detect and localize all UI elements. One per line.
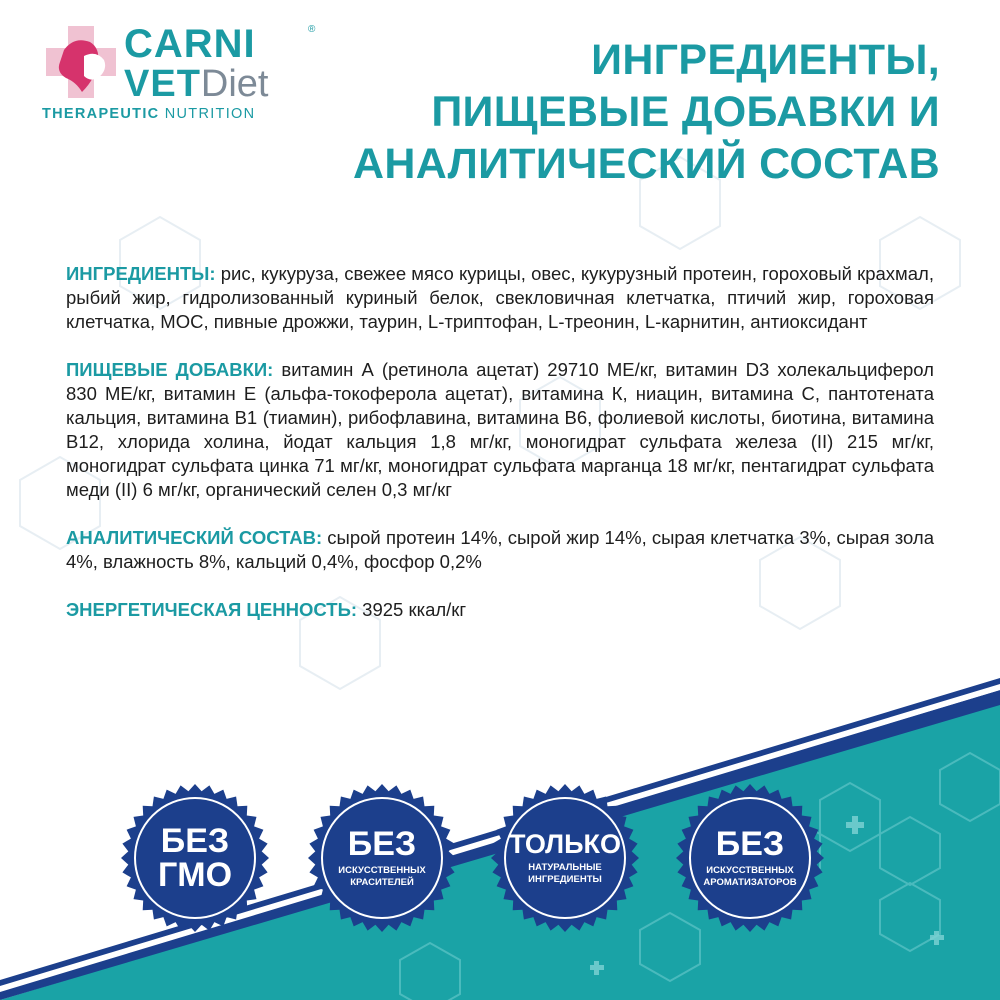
energy-section <box>66 598 934 622</box>
additives-text: витамин А (ретинола ацетат) 29710 МЕ/кг, витамин D3 холекальциферол 830 МЕ/кг, витамин Е (альфа-токоферола ацетат), витамина К, ниацин, витамина С, пантотената кальция, витамина В1 (тиамин), рибофлавина, витамина В6, фолиевой кислоты, биотина, витамина В12, хлорида холина, йодат кальция 1,8 мг/кг, моногидрат сульфата железа (II) 215 мг/кг, моногидрат сульфата цинка 71 мг/кг, моногидрат сульфата марганца 18 мг/кг, пентагидрат сульфата меди (II) 6 мг/кг, органический селен 0,3 мг/кг <box>66 359 934 500</box>
tagline-therapeutic: THERAPEUTIC <box>42 106 160 122</box>
badge-main-2: ГМО <box>157 856 233 894</box>
logo-vet: VET <box>124 63 201 105</box>
badge-sub-2: ИНГРЕДИЕНТЫ <box>528 874 602 885</box>
badge-main-1: БЕЗ <box>715 825 785 863</box>
badge-main-1: БЕЗ <box>160 822 230 860</box>
badge-main-1: БЕЗ <box>347 825 417 863</box>
composition-content <box>66 262 934 646</box>
badge-sub-1: НАТУРАЛЬНЫЕ <box>528 862 602 873</box>
ingredients-label: ИНГРЕДИЕНТЫ: <box>66 263 216 284</box>
badge-sub-2: АРОМАТИЗАТОРОВ <box>703 877 797 888</box>
badge-sub-1: ИСКУССТВЕННЫХ <box>338 865 426 876</box>
badge-no-colorants <box>307 783 457 933</box>
ingredients-section <box>66 262 934 334</box>
energy-text: 3925 ккал/кг <box>357 599 467 620</box>
additives-section <box>66 358 934 502</box>
analysis-label: АНАЛИТИЧЕСКИЙ СОСТАВ: <box>66 527 323 548</box>
badge-no-flavors <box>675 783 825 933</box>
logo-diet: Diet <box>200 63 269 105</box>
badge-no-gmo <box>120 783 270 933</box>
logo-vetdiet-text <box>124 62 268 106</box>
logo-registered-mark: ® <box>308 24 316 35</box>
title-line-3: АНАЛИТИЧЕСКИЙ СОСТАВ <box>353 140 940 188</box>
title-line-1: ИНГРЕДИЕНТЫ, <box>591 36 940 84</box>
logo-mark-icon <box>40 22 122 102</box>
badge-main-1: ТОЛЬКО <box>509 829 621 859</box>
badge-natural-only <box>490 783 640 933</box>
brand-logo <box>40 22 330 122</box>
page-title <box>340 34 940 190</box>
badge-sub-2: КРАСИТЕЛЕЙ <box>350 877 414 888</box>
logo-carni-text: CARNI <box>124 22 256 66</box>
ingredients-text: рис, кукуруза, свежее мясо курицы, овес, кукурузный протеин, гороховый крахмал, рыбий жир, гидролизованный куриный белок, свекловичная клетчатка, птичий жир, гороховая клетчатка, МОС, пивные дрожжи, таурин, L-триптофан, L-треонин, L-карнитин, антиоксидант <box>66 263 934 332</box>
analysis-text: сырой протеин 14%, сырой жир 14%, сырая клетчатка 3%, сырая зола 4%, влажность 8%, кальций 0,4%, фосфор 0,2% <box>66 527 934 572</box>
energy-label: ЭНЕРГЕТИЧЕСКАЯ ЦЕННОСТЬ: <box>66 599 358 620</box>
title-line-2: ПИЩЕВЫЕ ДОБАВКИ И <box>431 88 940 136</box>
additives-label: ПИЩЕВЫЕ ДОБАВКИ: <box>66 359 274 380</box>
analysis-section <box>66 526 934 574</box>
badge-sub-1: ИСКУССТВЕННЫХ <box>706 865 794 876</box>
logo-tagline <box>42 106 255 122</box>
tagline-nutrition: NUTRITION <box>159 106 256 122</box>
